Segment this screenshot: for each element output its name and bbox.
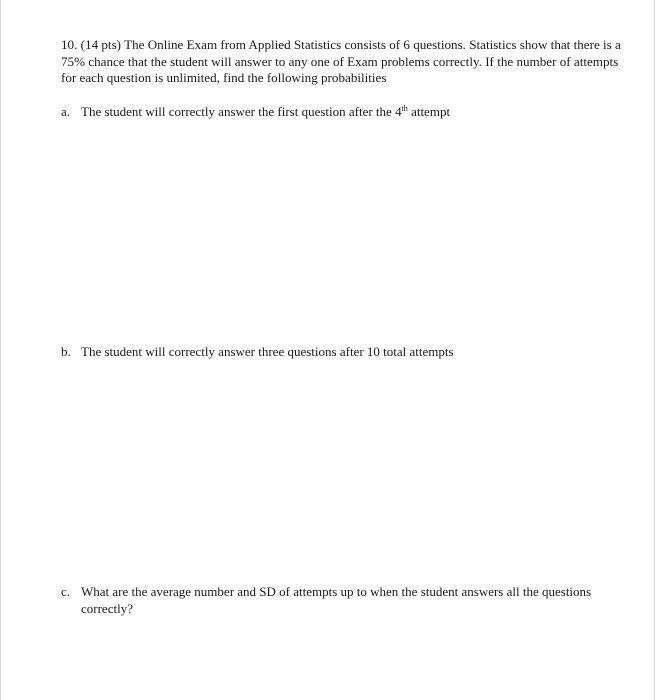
part-b [61, 343, 601, 360]
part-c [61, 583, 601, 617]
part-b-letter: b. [61, 344, 71, 359]
part-a-letter: a. [61, 104, 71, 119]
question-points: (14 pts) [80, 37, 122, 52]
part-c-letter: c. [61, 584, 71, 599]
part-a-superscript: th [401, 104, 408, 113]
part-a-text-after: attempt [407, 104, 451, 119]
question-number: 10. [61, 37, 78, 52]
part-a-text-before: The student will correctly answer the first question after the 4 [81, 104, 402, 119]
question-text: The Online Exam from Applied Statistics consists of 6 questions. Statistics show that there is a 75% chance that the student will answer to any one of Exam problems correctly. If the number of attempts for each question is unlimited, find the following probabilities [61, 37, 621, 85]
part-a-text [81, 103, 601, 120]
part-c-text: What are the average number and SD of attempts up to when the student answers all the questions correctly? [81, 584, 592, 616]
part-b-text: The student will correctly answer three questions after 10 total attempts [81, 344, 454, 359]
question-stem [61, 37, 621, 87]
part-a [61, 103, 601, 120]
